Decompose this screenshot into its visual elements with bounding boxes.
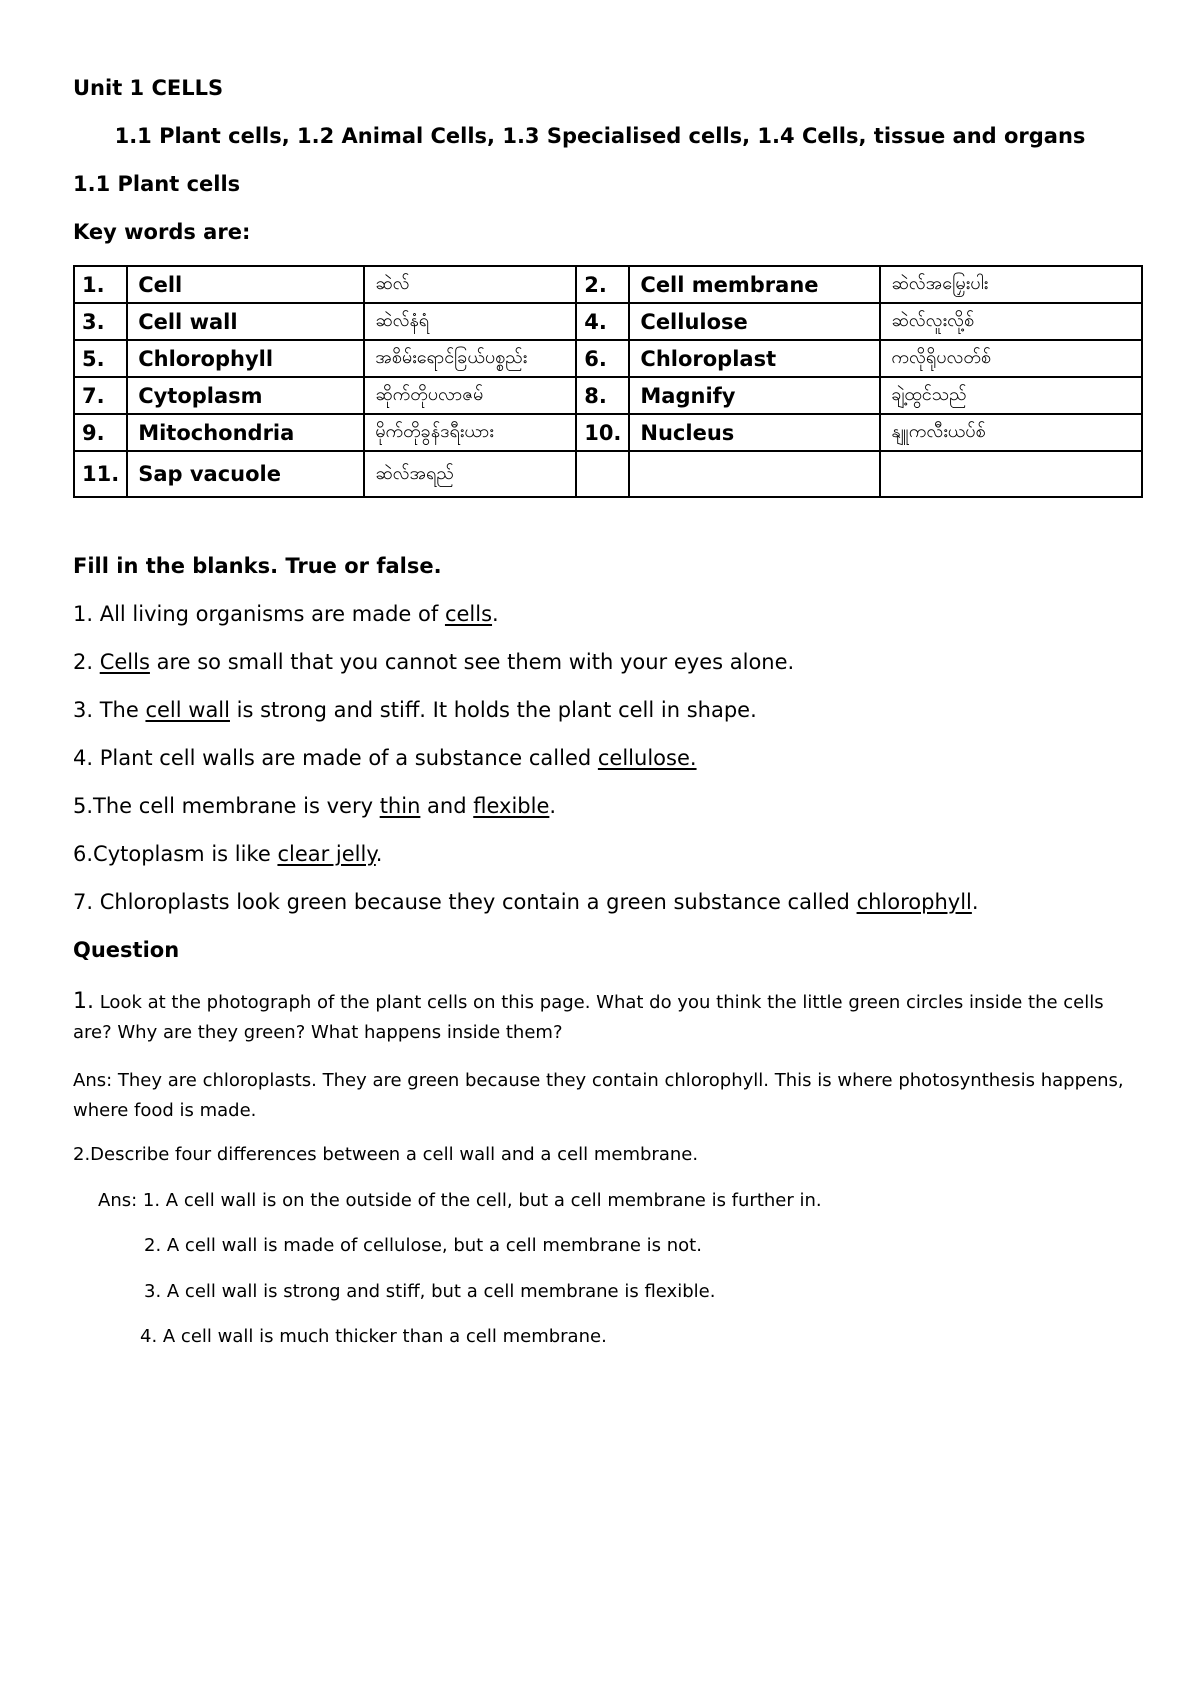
answer-blank: cells xyxy=(444,602,493,626)
question-heading: Question xyxy=(73,938,180,962)
statement-text: are so small that you cannot see them with your eyes alone. xyxy=(149,650,795,674)
table-row xyxy=(74,414,1142,451)
statement-text: . xyxy=(549,794,557,818)
fill-blanks-heading: Fill in the blanks. True or false. xyxy=(73,554,442,578)
statement-text: . xyxy=(971,890,979,914)
table-cell-number: 9. xyxy=(74,414,127,451)
table-cell-word: Mitochondria xyxy=(127,414,364,451)
statement-text: 1. All living organisms are made of xyxy=(73,602,445,626)
statement-1 xyxy=(73,602,499,626)
answer-blank: chlorophyll xyxy=(856,890,972,914)
statement-5 xyxy=(73,794,556,818)
table-cell-translation: ဆဲလ် xyxy=(364,266,576,303)
table-cell-number: 8. xyxy=(576,377,629,414)
statement-text: 7. Chloroplasts look green because they contain a green substance called xyxy=(73,890,857,914)
table-cell-translation: နျူကလီးယပ်စ် xyxy=(880,414,1142,451)
answer-2-item: Ans: 1. A cell wall is on the outside of the cell, but a cell membrane is further in. xyxy=(98,1190,822,1211)
table-cell-word: Nucleus xyxy=(629,414,880,451)
answer-blank: flexible xyxy=(473,794,550,818)
table-cell-number xyxy=(576,451,629,497)
statement-text: 3. The xyxy=(73,698,146,722)
table-cell-word: Chloroplast xyxy=(629,340,880,377)
table-row xyxy=(74,377,1142,414)
table-cell-number: 2. xyxy=(576,266,629,303)
table-cell-word: Cell wall xyxy=(127,303,364,340)
statement-text: is strong and stiff. It holds the plant cell in shape. xyxy=(229,698,757,722)
statement-text: 5.The cell membrane is very xyxy=(73,794,380,818)
table-row xyxy=(74,303,1142,340)
table-cell-word: Cellulose xyxy=(629,303,880,340)
statement-2 xyxy=(73,650,794,674)
table-cell-number: 4. xyxy=(576,303,629,340)
answer-2-item: 4. A cell wall is much thicker than a cell membrane. xyxy=(140,1326,607,1347)
table-row xyxy=(74,266,1142,303)
table-cell-number: 5. xyxy=(74,340,127,377)
statement-text: and xyxy=(420,794,474,818)
table-cell-translation: မိုက်တိုခွန်ဒရီးယား xyxy=(364,414,576,451)
table-cell-translation: ဆိုက်တိုပလာဇမ် xyxy=(364,377,576,414)
statement-4 xyxy=(73,746,697,770)
table-cell-word: Cell membrane xyxy=(629,266,880,303)
table-cell-translation: ဆဲလ်အရည် xyxy=(364,451,576,497)
table-row xyxy=(74,340,1142,377)
answer-blank: clear jelly xyxy=(277,842,376,866)
table-cell-number: 10. xyxy=(576,414,629,451)
statement-text: 2. xyxy=(73,650,100,674)
statement-6 xyxy=(73,842,382,866)
question-1 xyxy=(73,987,1133,1048)
table-cell-word: Sap vacuole xyxy=(127,451,364,497)
table-cell-translation: ဆဲလ်လူးလို့စ် xyxy=(880,303,1142,340)
question-number: 1. xyxy=(73,989,94,1014)
key-words-label: Key words are: xyxy=(73,220,251,244)
statement-text: . xyxy=(492,602,499,626)
table-row xyxy=(74,451,1142,497)
statement-text: . xyxy=(375,842,383,866)
answer-2-item: 2. A cell wall is made of cellulose, but a cell membrane is not. xyxy=(144,1235,702,1256)
statement-7 xyxy=(73,890,979,914)
answer-2-item: 3. A cell wall is strong and stiff, but a cell membrane is flexible. xyxy=(144,1281,716,1302)
answer-blank: thin xyxy=(379,794,421,818)
table-cell-translation xyxy=(880,451,1142,497)
unit-title: Unit 1 CELLS xyxy=(73,76,224,100)
question-text: Look at the photograph of the plant cells on this page. What do you think the little green circles inside the cells are? Why are they green? What happens inside them? xyxy=(73,992,1104,1043)
table-cell-translation: ကလိုရိုပလတ်စ် xyxy=(880,340,1142,377)
answer-blank: cellulose. xyxy=(597,746,697,770)
answer-1: Ans: They are chloroplasts. They are green because they contain chlorophyll. This is where photosynthesis happens, where food is made. xyxy=(73,1070,1124,1121)
table-cell-word: Cytoplasm xyxy=(127,377,364,414)
unit-subtitle: 1.1 Plant cells, 1.2 Animal Cells, 1.3 Specialised cells, 1.4 Cells, tissue and organs xyxy=(114,124,1086,148)
table-cell-number: 7. xyxy=(74,377,127,414)
table-cell-translation: ဆဲလ်အမြှေးပါး xyxy=(880,266,1142,303)
table-cell-number: 6. xyxy=(576,340,629,377)
table-cell-translation: အစိမ်းရောင်ခြယ်ပစ္စည်း xyxy=(364,340,576,377)
table-cell-word: Magnify xyxy=(629,377,880,414)
statement-text: 6.Cytoplasm is like xyxy=(73,842,278,866)
section-heading: 1.1 Plant cells xyxy=(73,172,241,196)
statement-3 xyxy=(73,698,757,722)
table-cell-translation: ဆဲလ်နံရံ xyxy=(364,303,576,340)
table-cell-word: Chlorophyll xyxy=(127,340,364,377)
table-cell-translation: ချဲ့ထွင်သည် xyxy=(880,377,1142,414)
table-cell-word: Cell xyxy=(127,266,364,303)
statement-text: 4. Plant cell walls are made of a substance called xyxy=(73,746,598,770)
question-2: 2.Describe four differences between a cell wall and a cell membrane. xyxy=(73,1144,699,1165)
table-cell-number: 3. xyxy=(74,303,127,340)
answer-blank: cell wall xyxy=(145,698,230,722)
answer-blank: Cells xyxy=(99,650,150,674)
table-cell-number: 11. xyxy=(74,451,127,497)
key-words-table xyxy=(73,265,1143,498)
table-cell-word xyxy=(629,451,880,497)
table-cell-number: 1. xyxy=(74,266,127,303)
